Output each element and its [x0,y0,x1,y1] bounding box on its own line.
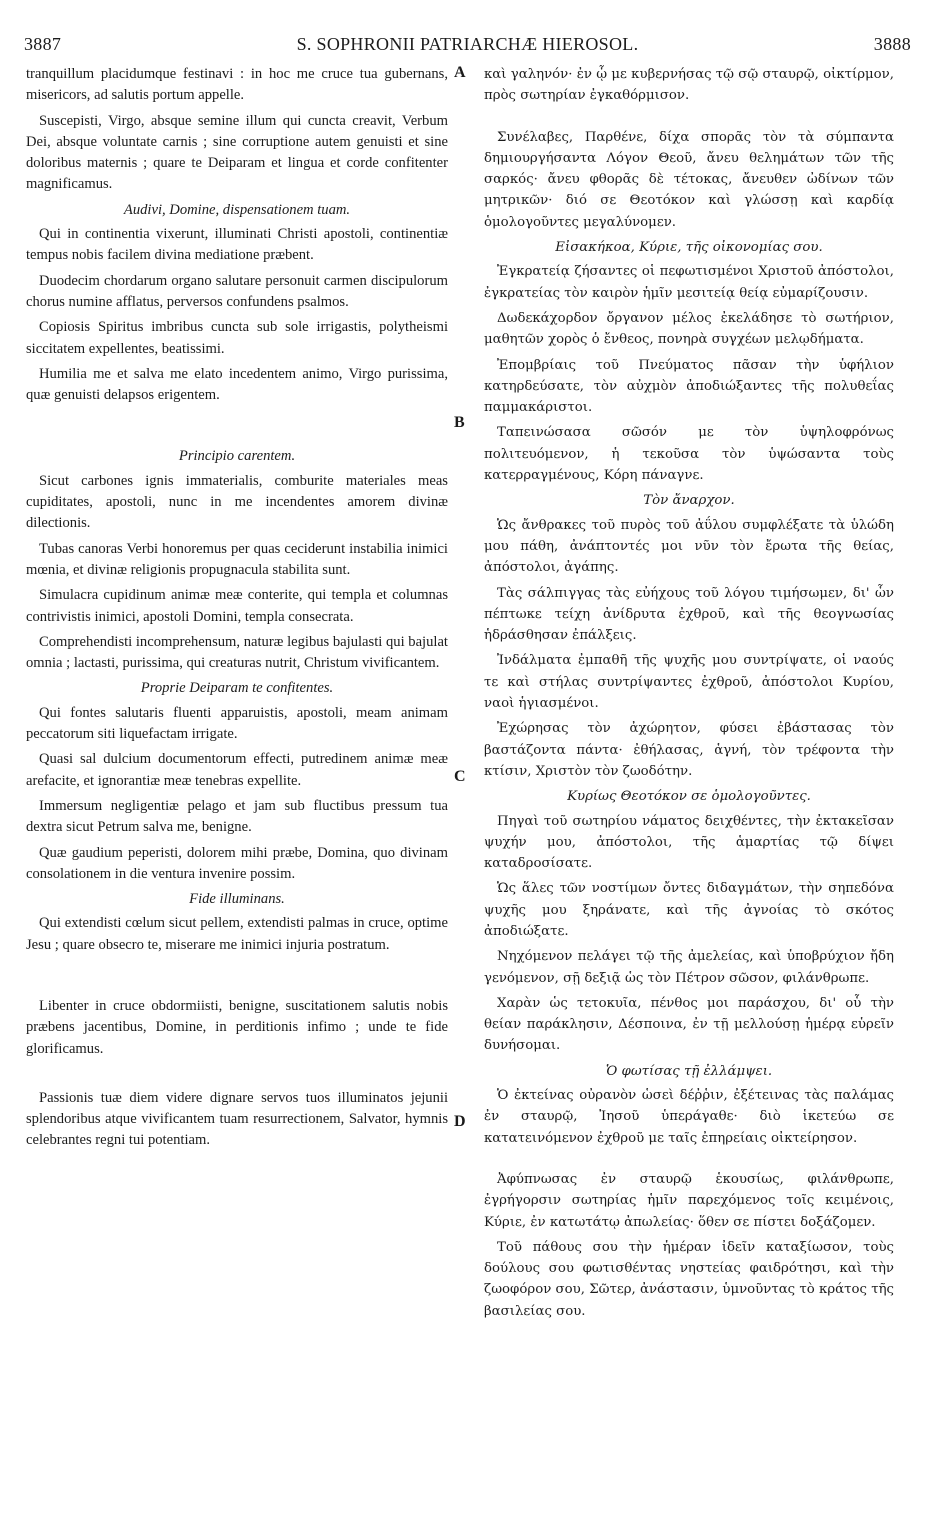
section-heading: Proprie Deiparam te confitentes. [140,680,334,697]
text-paragraph: Qui extendisti cœlum sicut pellem, extendisti palmas in cruce, optime Jesu ; quare obsecro te, miserare me inimici injuria postratum. [26,915,448,953]
text-paragraph: Libenter in cruce obdormiisti, benigne, suscitationem salutis nobis præbens jacentibus, Domine, in perditionis infimo ; unde te fide glorificamus. [26,997,448,1057]
text-paragraph: Sicut carbones ignis immaterialis, comburite materiales meas cupiditates, apostoli, nunc in me incendentes amorem divinæ dilectionis. [26,472,448,532]
spacer [484,1153,894,1169]
text-paragraph: Simulacra cupidinum animæ meæ conterite, qui templa et columnas contrivistis inimici, apostoli Domini, templa consecrata. [26,587,448,625]
text-paragraph: Suscepisti, Virgo, absque semine illum qui cuncta creavit, Verbum Dei, absque voluntate carnis ; sine corruptione autem genuisti et sine doloribus maternis ; quare te Deiparam et lingua et corde confitenter magnificamus. [26,112,448,193]
page-number-left: 3887 [24,34,62,54]
text-paragraph: Quasi sal dulcium documentorum effecti, putredinem animæ meæ arefacite, et ignorantiæ meæ tenebras expellite. [26,751,448,789]
text-paragraph: Ὁ ἐκτείνας οὐρανὸν ὡσεὶ δέῤῥιν, ἐξέτεινας τὰς παλάμας ἐν σταυρῷ, Ἰησοῦ ὑπεράγαθε· διὸ ἱκετεύω σε κατατεινόμενον ἐχθροῦ με ταῖς ἐπηρείαις οἰκτείρησον. [484,1088,894,1146]
section-heading: Τὸν ἄναρχον. [643,493,735,509]
latin-column [26,64,448,1156]
text-paragraph: Χαρὰν ὡς τετοκυῖα, πένθος μοι παράσχου, δι' οὗ τὴν θείαν παράκλησιν, Δέσποινα, ἐν τῇ μελλούσῃ ἡμέρᾳ εὑρεῖν δυνήσομαι. [484,995,894,1054]
text-paragraph: Qui in continentia vixerunt, illuminati Christi apostoli, continentiæ tempus nobis facilem divina mediatione præbent. [26,226,448,264]
text-paragraph: Qui fontes salutaris fluenti apparuistis, apostoli, meam animam peccatorum siti liquefactam irrigate. [26,704,448,743]
text-paragraph: Ἀφύπνωσας ἐν σταυρῷ ἑκουσίως, φιλάνθρωπε, ἐγρήγορσιν σωτηρίας ἡμῖν παρεχόμενος τοῖς κειμένοις, Κύριε, ἐν κατωτάτῳ ἀπωλείας· ὅθεν σε πίστει δοξάζομεν. [484,1171,894,1230]
text-paragraph: Πηγαὶ τοῦ σωτηρίου νάματος δειχθέντες, τὴν ἐκτακεῖσαν ψυχήν μου, ἀπόστολοι, τῆς ἁμαρτίας τῷ δίψει καταδροσίσατε. [484,813,894,872]
section-heading: Fide illuminans. [189,891,285,908]
margin-letter-d: D [454,1113,466,1130]
text-paragraph: Duodecim chordarum organo salutare personuit carmen discipulorum chorus numine afflatus, perversos confundens psalmos. [26,272,448,310]
text-paragraph: Passionis tuæ diem videre dignare servos tuos illuminatos jejunii splendoribus atque vivificantem tuam resurrectionem, Salvator, hymnis celebrantes regni tui potentiam. [26,1089,448,1149]
greek-column [484,64,894,1326]
page-header [24,34,911,60]
text-paragraph: Copiosis Spiritus imbribus cuncta sub sole irrigastis, polytheismi siccitatem expellentes, beatissimi. [26,319,448,357]
margin-letter-a: A [454,64,466,81]
text-paragraph: Quæ gaudium peperisti, dolorem mihi præbe, Domina, quo divinam consolationem in die ventura invenire possim. [26,844,448,882]
text-paragraph: Δωδεκάχορδον ὄργανον μέλος ἐκελάδησε τὸ σωτήριον, μαθητῶν χορὸς ὁ ἔνθεος, πονηρὰ συγχέων μελῳδήματα. [484,310,894,348]
section-heading: Εἰσακήκοα, Κύριε, τῆς οἰκονομίας σου. [555,240,823,256]
section-heading: Principio carentem. [178,448,296,465]
text-paragraph: Ἐγκρατείᾳ ζήσαντες οἱ πεφωτισμένοι Χριστοῦ ἀπόστολοι, ἐγκρατείας τὸν καιρὸν ἡμῖν μεσιτείᾳ θείᾳ εὐμαρίζουσιν. [484,264,894,301]
spacer [26,1064,448,1088]
text-paragraph: Immersum negligentiæ pelago et jam sub fluctibus pressum tua dextra sicut Petrum salva me, benigne. [26,797,448,836]
spacer [484,111,894,127]
text-paragraph: tranquillum placidumque festinavi : in hoc me cruce tua gubernans, misericors, ad salutis portum appelle. [26,66,448,104]
running-title: S. SOPHRONII PATRIARCHÆ HIEROSOL. [296,34,639,54]
text-paragraph: Νηχόμενον πελάγει τῷ τῆς ἀμελείας, καὶ ὑποβρύχιον ἤδη γενόμενον, σῇ δεξιᾷ ὡς τὸν Πέτρον σῶσον, φιλάνθρωπε. [484,949,894,986]
margin-letter-b: B [454,414,465,431]
text-paragraph: Comprehendisti incomprehensum, naturæ legibus bajulasti qui bajulat omnia ; lactasti, purissima, qui creaturas nutrit, Christum vivificantem. [26,633,448,672]
text-paragraph: Ὡς ἄνθρακες τοῦ πυρὸς τοῦ ἀΰλου συμφλέξατε τὰ ὑλώδη μου πάθη, ἀνάπτοντές μοι νῦν τὸν ἔρωτα τῆς θείας, ἀπόστολοι, ἀγάπης. [484,517,894,576]
text-paragraph: Ἰνδάλματα ἐμπαθῆ τῆς ψυχῆς μου συντρίψατε, οἱ ναούς τε καὶ στήλας συντρίψαντες ἐχθροῦ, ἀπόστολοι Κυρίου, ναοὶ ἡγιασμένοι. [484,653,894,712]
section-heading: Κυρίως Θεοτόκον σε ὁμολογοῦντες. [567,789,811,805]
text-paragraph: Ἐπομβρίαις τοῦ Πνεύματος πᾶσαν τὴν ὑφήλιον κατηρδεύσατε, τὸν αὐχμὸν ἀποδιώξαντες τῆς πολυθεΐας παμμακάριστοι. [484,357,894,416]
text-paragraph: Ἐχώρησας τὸν ἀχώρητον, φύσει ἐβάστασας τὸν βαστάζοντα πάντα· ἐθήλασας, ἁγνή, τὸν τρέφοντα τὴν κτίσιν, Χριστὸν τὸν ζωοδότην. [484,721,894,779]
text-paragraph: Tubas canoras Verbi honoremus per quas ceciderunt instabilia inimici mœnia, et divinæ religionis propugnacula stabilita sunt. [26,540,448,578]
page-number-right: 3888 [873,34,911,54]
text-paragraph: Humilia me et salva me elato incedentem animo, Virgo purissima, quæ genuisti delapsos erigentem. [26,365,448,404]
spacer [26,410,448,446]
text-paragraph: καὶ γαληνόν· ἐν ᾧ με κυβερνήσας τῷ σῷ σταυρῷ, οἰκτίρμον, πρὸς σωτηρίαν ἐγκαθόρμισον. [484,67,894,104]
section-heading: Audivi, Domine, dispensationem tuam. [123,201,351,218]
margin-letter-c: C [454,768,466,785]
section-heading: Ὁ φωτίσας τῇ ἐλλάμψει. [605,1063,773,1079]
text-paragraph: Τὰς σάλπιγγας τὰς εὐήχους τοῦ λόγου τιμήσωμεν, δι' ὧν πέπτωκε τείχη ἀνίδρυτα ἐχθροῦ, καὶ τῆς θεογνωσίας ἡδράσθησαν ἐπάλξεις. [484,585,894,644]
text-paragraph: Ταπεινώσασα σῶσόν με τὸν ὑψηλοφρόνως πολιτευόμενον, ἡ τεκοῦσα τὸν ὑψώσαντα τοὺς κατερραγμένους, Κόρη πάναγνε. [484,425,894,484]
text-paragraph: Τοῦ πάθους σου τὴν ἡμέραν ἰδεῖν καταξίωσον, τοὺς δούλους σου φωτισθέντας νηστείας φαιδρότησι, καὶ τὴν ζωοφόρον σου, Σῶτερ, ἀνάστασιν, ὑμνοῦντας τὸ κράτος τῆς βασιλείας σου. [484,1239,894,1319]
text-paragraph: Συνέλαβες, Παρθένε, δίχα σπορᾶς τὸν τὰ σύμπαντα δημιουργήσαντα Λόγον Θεοῦ, ἄνευ θελημάτων τῶν τῆς σαρκός· ἄνευ φθορᾶς δὲ τέτοκας, ἄνευθεν ὠδίνων τῶν μητρικῶν· διό σε Θεοτόκον καὶ γλώσσῃ καὶ καρδίᾳ ὁμολογοῦντες μεγαλύνομεν. [484,129,894,230]
text-paragraph: Ὡς ἅλες τῶν νοστίμων ὄντες διδαγμάτων, τὴν σηπεδόνα ψυχῆς μου ξηράνατε, καὶ τῆς ἀγνοίας τὸ σκότος ἀποδιώξατε. [484,881,894,939]
spacer [26,960,448,996]
